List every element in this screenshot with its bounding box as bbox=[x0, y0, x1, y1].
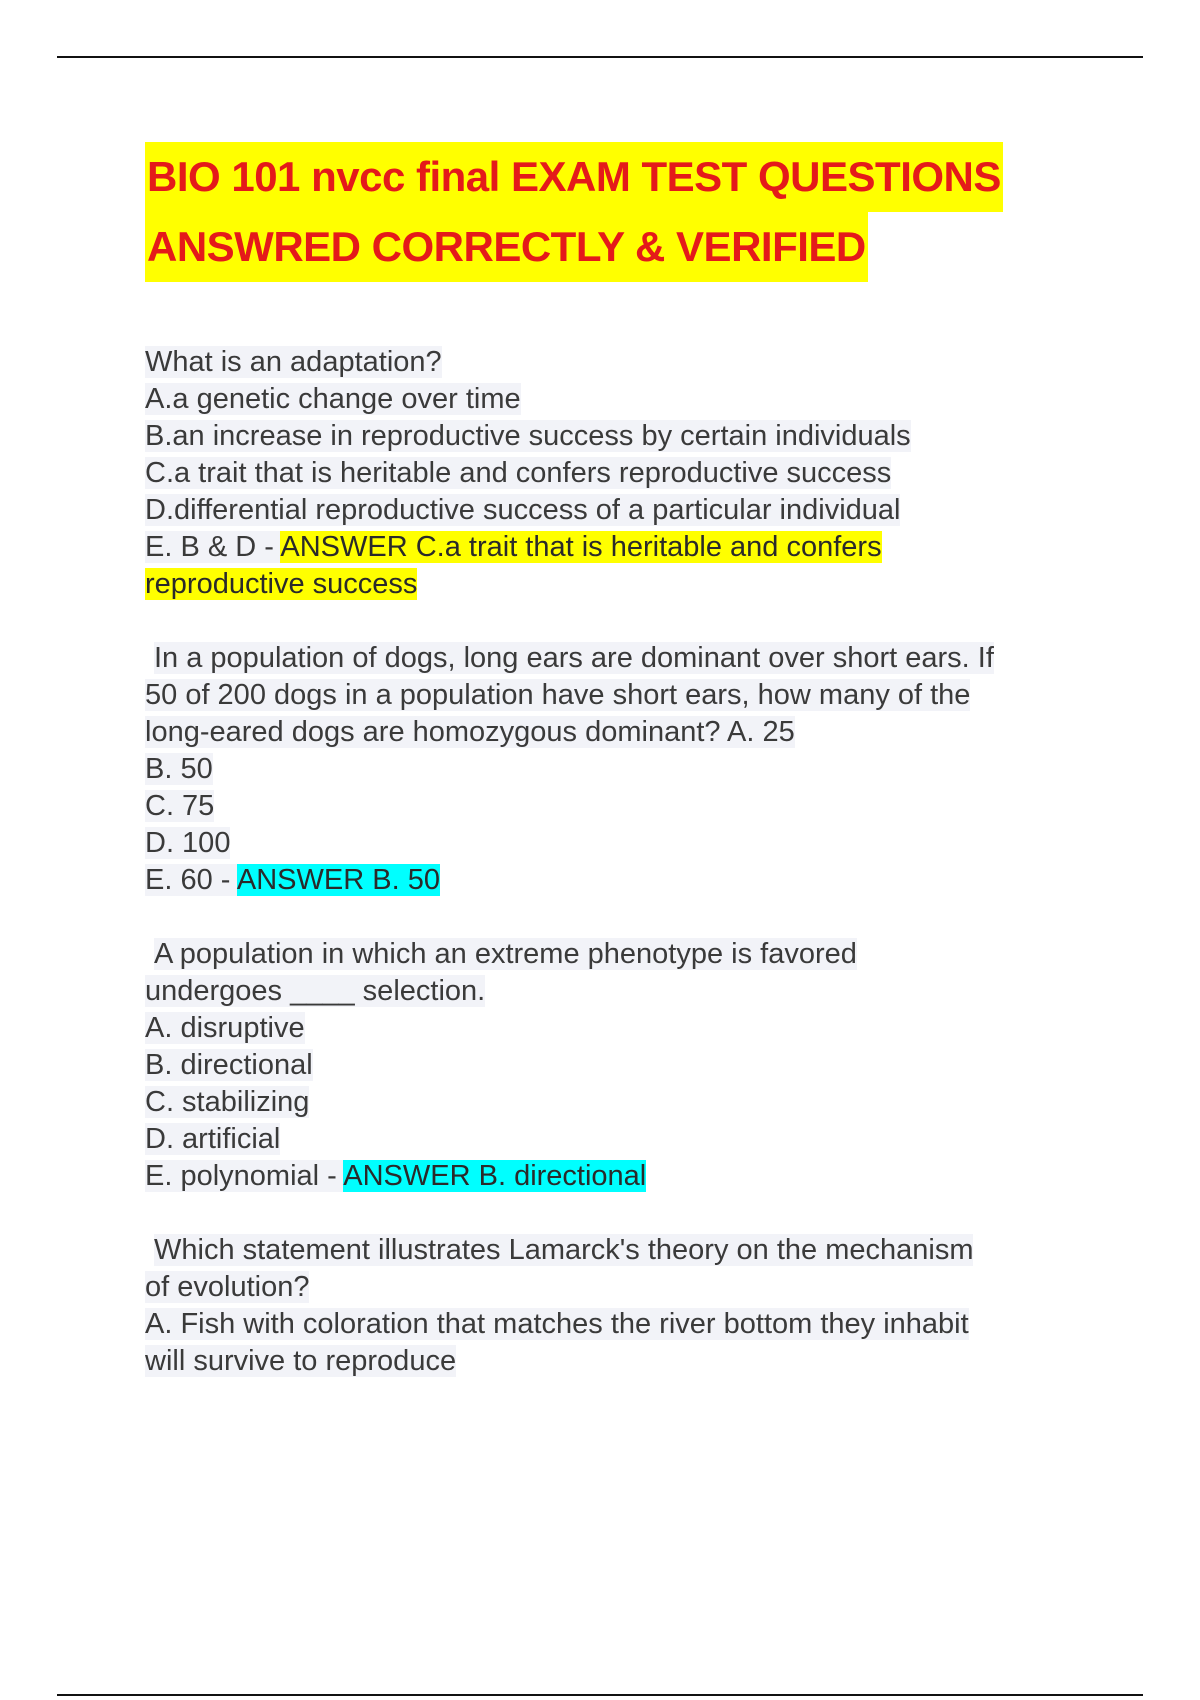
question-3 bbox=[145, 936, 1105, 1195]
answer-highlight: ANSWER B. 50 bbox=[236, 864, 440, 896]
question-text-line-2: undergoes ____ selection. bbox=[145, 975, 486, 1007]
question-1 bbox=[145, 344, 1105, 603]
question-text-line-2: 50 of 200 dogs in a population have short ears, how many of the bbox=[145, 679, 971, 711]
question-text-line-1: In a population of dogs, long ears are dominant over short ears. If bbox=[154, 642, 994, 674]
option-e: E. polynomial - bbox=[145, 1160, 344, 1192]
question-text: What is an adaptation? bbox=[145, 346, 442, 378]
option-d: D. 100 bbox=[145, 827, 231, 859]
answer-continuation bbox=[145, 566, 1105, 603]
answer-highlight: ANSWER C.a trait that is heritable and confers bbox=[280, 531, 882, 563]
option-e: E. B & D - bbox=[145, 531, 281, 563]
bottom-rule bbox=[57, 1694, 1143, 1696]
option-a: A. disruptive bbox=[145, 1012, 305, 1044]
option-e-with-answer bbox=[145, 862, 1105, 899]
question-4 bbox=[145, 1232, 1105, 1380]
option-d: D.differential reproductive success of a particular individual bbox=[145, 494, 901, 526]
option-c: C. 75 bbox=[145, 790, 215, 822]
document-title bbox=[145, 142, 1003, 282]
answer-highlight-line-2: reproductive success bbox=[145, 568, 418, 600]
option-c: C. stabilizing bbox=[145, 1086, 310, 1118]
option-a-line-2: will survive to reproduce bbox=[145, 1345, 457, 1377]
question-list bbox=[145, 344, 1105, 1380]
option-b: B.an increase in reproductive success by certain individuals bbox=[145, 420, 911, 452]
option-c: C.a trait that is heritable and confers reproductive success bbox=[145, 457, 892, 489]
option-b: B. directional bbox=[145, 1049, 313, 1081]
option-e-with-answer bbox=[145, 1158, 1105, 1195]
option-a-line-1: A. Fish with coloration that matches the river bottom they inhabit bbox=[145, 1308, 969, 1340]
option-e-with-answer bbox=[145, 529, 1105, 566]
option-e: E. 60 - bbox=[145, 864, 237, 896]
option-a: A.a genetic change over time bbox=[145, 383, 521, 415]
question-text-line-3: long-eared dogs are homozygous dominant? A. 25 bbox=[145, 716, 795, 748]
question-text-line-1: Which statement illustrates Lamarck's theory on the mechanism bbox=[154, 1234, 974, 1266]
option-b: B. 50 bbox=[145, 753, 213, 785]
top-rule bbox=[57, 56, 1143, 58]
question-2 bbox=[145, 640, 1105, 899]
question-text-line-2: of evolution? bbox=[145, 1271, 310, 1303]
option-d: D. artificial bbox=[145, 1123, 281, 1155]
question-text-line-1: A population in which an extreme phenotype is favored bbox=[154, 938, 857, 970]
answer-highlight: ANSWER B. directional bbox=[343, 1160, 647, 1192]
title-line-2: ANSWRED CORRECTLY & VERIFIED bbox=[145, 212, 868, 282]
title-line-1: BIO 101 nvcc final EXAM TEST QUESTIONS bbox=[145, 142, 1003, 212]
